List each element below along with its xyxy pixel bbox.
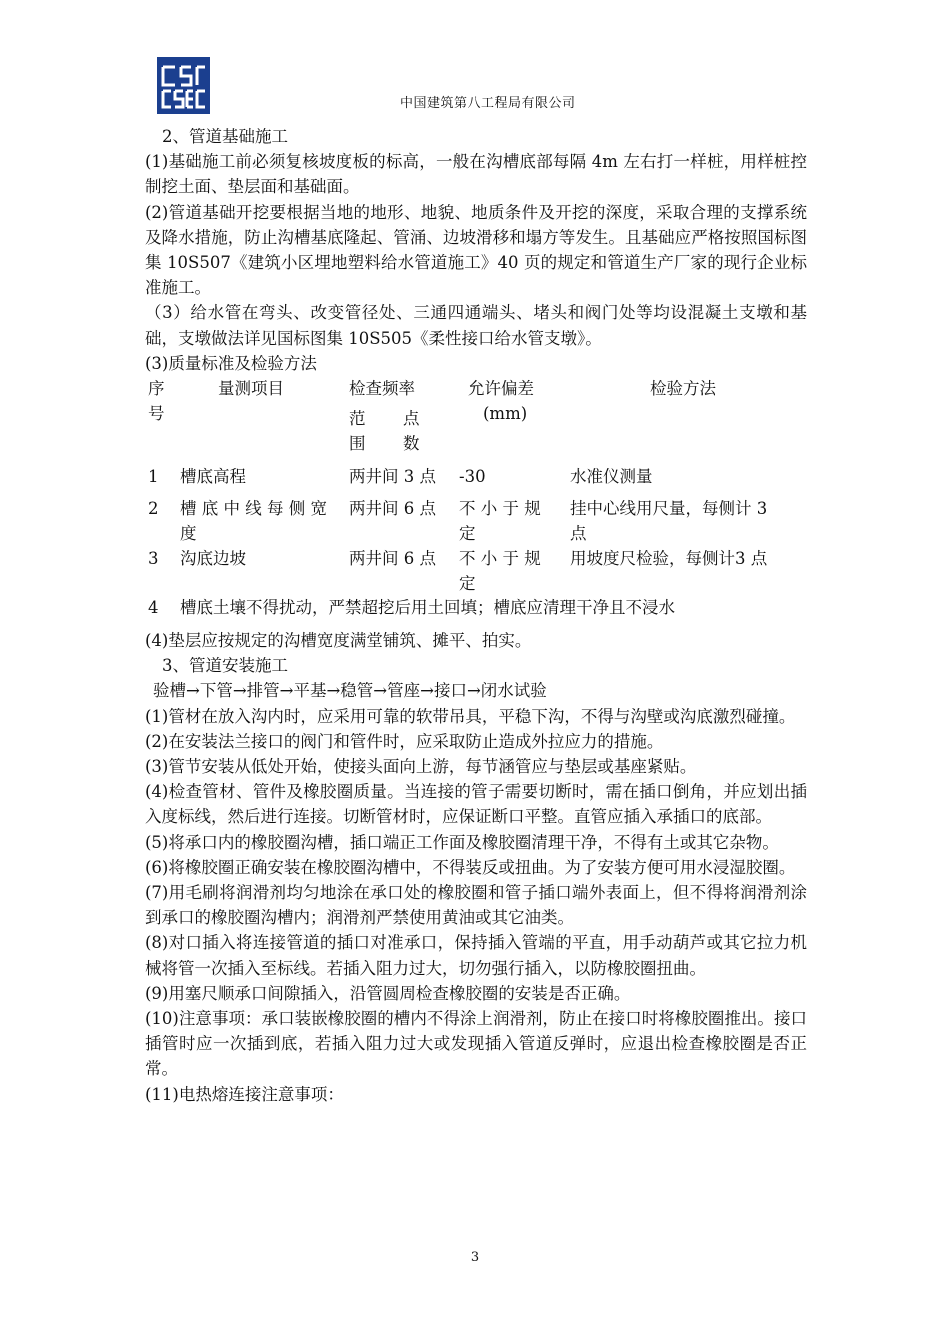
list-item: (5)将承口内的橡胶圈沟槽，插口端正工作面及橡胶圈清理干净，不得有土或其它杂物。	[145, 832, 779, 852]
table-cell: 3	[148, 549, 159, 569]
table-cell: 不 小 于 规	[459, 549, 541, 569]
table-cell: 定	[459, 574, 476, 594]
list-item: (1)管材在放入沟内时，应采用可靠的软带吊具，平稳下沟，不得与沟壁或沟底激烈碰撞。	[145, 706, 796, 726]
table-header-item: 量测项目	[218, 379, 284, 399]
table-header-unit: (mm)	[483, 404, 528, 424]
table-header-range: 范	[349, 409, 366, 429]
paragraph: (4)垫层应按规定的沟槽宽度满堂铺筑、摊平、拍实。	[145, 631, 532, 651]
paragraph: (2)管道基础开挖要根据当地的地形、地貌、地质条件及开挖的深度，采取合理的支撑系统及降水措施，防止沟槽基底隆起、管涌、边坡滑移和塌方等发生。且基础应严格按照国标图集 10S507《建筑小区埋地塑料给水管道施工》40 页的规定和管道生产厂家的现行企业标准施工。	[145, 202, 807, 298]
table-header-seq: 号	[148, 404, 165, 424]
list-item: (9)用塞尺顺承口间隙插入，沿管圆周检查橡胶圈的安装是否正确。	[145, 983, 631, 1003]
paragraph: （3）给水管在弯头、改变管径处、三通四通端头、堵头和阀门处等均设混凝土支墩和基础，支墩做法详见国标图集 10S505《柔性接口给水管支墩》。	[145, 303, 807, 348]
table-cell: 度	[180, 524, 197, 544]
table-cell: 水准仪测量	[570, 467, 653, 487]
table-cell: 4	[148, 598, 159, 618]
company-logo	[157, 57, 210, 114]
paragraph: (1)基础施工前必须复核坡度板的标高，一般在沟槽底部每隔 4m 左右打一样桩，用样桩控制挖土面、垫层面和基础面。	[145, 152, 807, 197]
table-cell: 两井间 6 点	[349, 499, 436, 519]
table-cell: 1	[148, 467, 159, 487]
list-item: (10)注意事项：承口装嵌橡胶圈的槽内不得涂上润滑剂，防止在接口时将橡胶圈推出。接口插管时应一次插到底，若插入阻力过大或发现插入管道反弹时，应退出检查橡胶圈是否正常。	[145, 1009, 807, 1079]
list-item: (2)在安装法兰接口的阀门和管件时，应采取防止造成外拉应力的措施。	[145, 731, 664, 751]
table-cell: 槽底高程	[180, 467, 246, 487]
paragraph: (3)质量标准及检验方法	[145, 353, 317, 373]
table-header-method: 检验方法	[650, 379, 716, 399]
table-cell: 2	[148, 499, 159, 519]
table-cell: 两井间 6 点	[349, 549, 436, 569]
table-cell: 用坡度尺检验，每侧计3 点	[570, 549, 768, 569]
table-cell: -30	[459, 467, 486, 487]
list-item: (11)电热熔连接注意事项：	[145, 1084, 344, 1104]
table-header-seq: 序	[148, 379, 165, 399]
table-cell: 两井间 3 点	[349, 467, 436, 487]
list-item: (4)检查管材、管件及橡胶圈质量。当连接的管子需要切断时，需在插口倒角，并应划出插入度标线，然后进行连接。切断管材时，应保证断口平整。直管应插入承插口的底部。	[145, 782, 807, 827]
table-cell: 挂中心线用尺量，每侧计 3	[570, 499, 768, 519]
table-header-range: 围	[349, 434, 366, 454]
list-item: (7)用毛刷将润滑剂均匀地涂在承口处的橡胶圈和管子插口端外表面上，但不得将润滑剂涂到承口的橡胶圈沟槽内；润滑剂严禁使用黄油或其它油类。	[145, 883, 807, 928]
table-cell: 槽底土壤不得扰动，严禁超挖后用土回填；槽底应清理干净且不浸水	[180, 598, 675, 618]
table-header-freq: 检查频率	[349, 379, 415, 399]
section-2-title: 2、管道基础施工	[162, 127, 288, 146]
table-cell: 点	[570, 524, 587, 544]
table-cell: 槽 底 中 线 每 侧 宽	[180, 499, 327, 519]
list-item: (3)管节安装从低处开始，使接头面向上游，每节涵管应与垫层或基座紧贴。	[145, 757, 697, 777]
list-item: (8)对口插入将连接管道的插口对准承口，保持插入管端的平直，用手动葫芦或其它拉力机械将管一次插入至标线。若插入阻力过大，切勿强行插入，以防橡胶圈扭曲。	[145, 933, 807, 978]
company-name: 中国建筑第八工程局有限公司	[400, 96, 576, 111]
quality-standards-table	[145, 376, 807, 620]
document-body	[145, 124, 807, 1107]
process-flow: 验槽→下管→排管→平基→稳管→管座→接口→闭水试验	[153, 681, 547, 701]
table-cell: 不 小 于 规	[459, 499, 541, 519]
list-item: (6)将橡胶圈正确安装在橡胶圈沟槽中，不得装反或扭曲。为了安装方便可用水浸湿胶圈。	[145, 857, 796, 877]
table-header-points: 点	[403, 409, 420, 429]
section-3-title: 3、管道安装施工	[162, 656, 288, 676]
table-header-tolerance: 允许偏差	[468, 379, 534, 399]
table-cell: 沟底边坡	[180, 549, 246, 569]
page-number: 3	[470, 1250, 480, 1265]
table-header-points: 数	[403, 434, 420, 454]
table-cell: 定	[459, 524, 476, 544]
